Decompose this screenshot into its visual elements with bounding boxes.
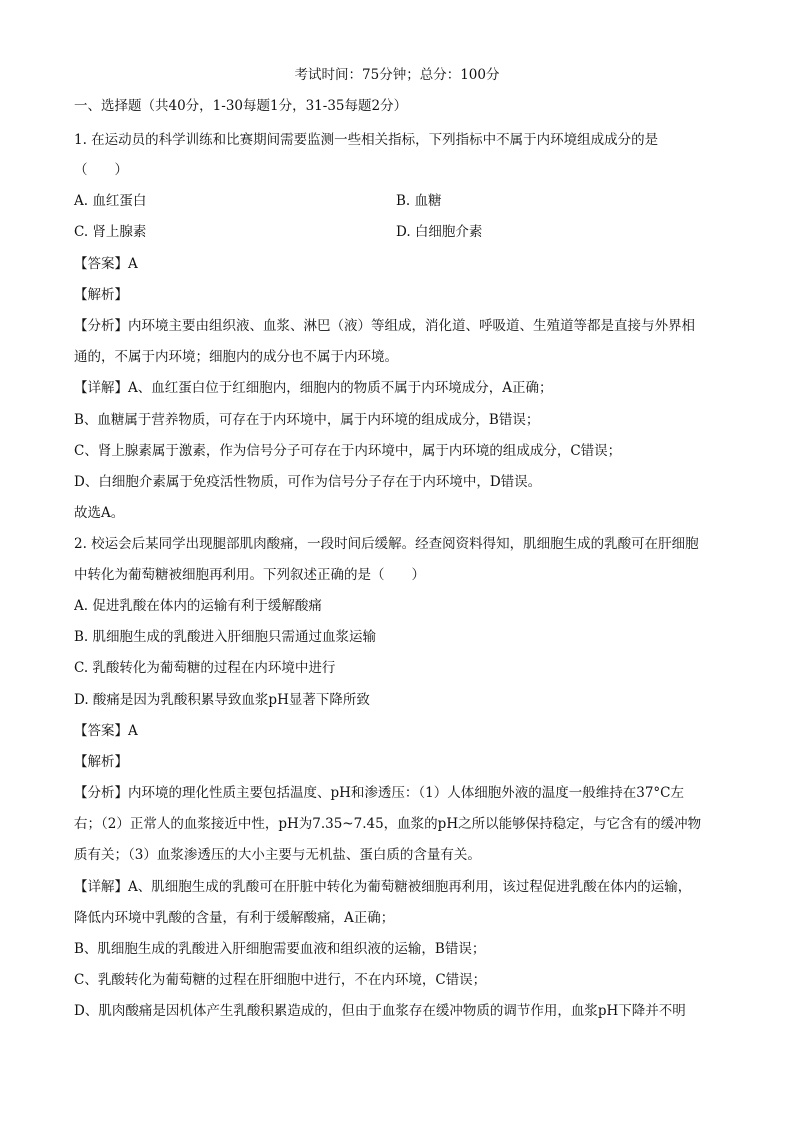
q2-option-c: C. 乳酸转化为葡萄糖的过程在内环境中进行 [74, 660, 336, 676]
q2-option-d: D. 酸痛是因为乳酸积累导致血浆pH显著下降所致 [74, 692, 370, 708]
q1-detail-line: C、肾上腺素属于激素，作为信号分子可存在于内环境中，属于内环境的组成成分，C错误； [74, 443, 622, 459]
q2-option-a: A. 促进乳酸在体内的运输有利于缓解酸痛 [74, 598, 322, 614]
q1-analysis-label: 【解析】 [74, 287, 128, 303]
section-title: 一、选择题（共40分，1-30每题1分，31-35每题2分） [74, 98, 408, 114]
q1-analysis-line: 【分析】内环境主要由组织液、血浆、淋巴（液）等组成，消化道、呼吸道、生殖道等都是直接与外界相 [74, 318, 695, 334]
q2-answer: 【答案】A [74, 723, 138, 739]
q1-detail-line: B、血糖属于营养物质，可存在于内环境中，属于内环境的组成成分，B错误； [74, 412, 540, 428]
q1-conclusion: 故选A。 [74, 505, 125, 521]
q1-option-c: C. 肾上腺素 [74, 224, 147, 240]
q1-stem: 1. 在运动员的科学训练和比赛期间需要监测一些相关指标，下列指标中不属于内环境组成成分的是 [74, 132, 659, 148]
q1-answer: 【答案】A [74, 256, 138, 272]
q2-analysis-label: 【解析】 [74, 754, 128, 770]
q2-detail-line: 降低内环境中乳酸的含量，有利于缓解酸痛，A正确； [74, 910, 395, 926]
q2-stem-line: 中转化为葡萄糖被细胞再利用。下列叙述正确的是（ ） [74, 567, 425, 583]
q1-detail-line: D、白细胞介素属于免疫活性物质，可作为信号分子存在于内环境中，D错误。 [74, 474, 542, 490]
q2-detail-line: B、肌细胞生成的乳酸进入肝细胞需要血液和组织液的运输，B错误； [74, 941, 486, 957]
q1-option-d: D. 白细胞介素 [396, 224, 483, 240]
q2-stem-line: 2. 校运会后某同学出现腿部肌肉酸痛，一段时间后缓解。经查阅资料得知，肌细胞生成的乳酸可在肝细胞 [74, 536, 699, 552]
q1-bracket: （ ） [74, 162, 128, 178]
q2-detail-line: 【详解】A、肌细胞生成的乳酸可在肝脏中转化为葡萄糖被细胞再利用，该过程促进乳酸在体内的运输， [74, 879, 692, 895]
q1-option-a: A. 血红蛋白 [74, 193, 147, 209]
q2-option-b: B. 肌细胞生成的乳酸进入肝细胞只需通过血浆运输 [74, 629, 377, 645]
q1-option-b: B. 血糖 [396, 193, 442, 209]
q2-analysis-line: 【分析】内环境的理化性质主要包括温度、pH和渗透压：（1）人体细胞外液的温度一般维持在37°C左 [74, 785, 685, 801]
q2-analysis-line: 质有关；（3）血浆渗透压的大小主要与无机盐、蛋白质的含量有关。 [74, 847, 481, 863]
q2-analysis-line: 右；（2）正常人的血浆接近中性，pH为7.35~7.45，血浆的pH之所以能够保持稳定，与它含有的缓冲物 [74, 816, 702, 832]
exam-header: 考试时间：75分钟；总分：100分 [294, 67, 500, 83]
q1-analysis-line: 通的，不属于内环境；细胞内的成分也不属于内环境。 [74, 349, 398, 365]
q1-detail-line: 【详解】A、血红蛋白位于红细胞内，细胞内的物质不属于内环境成分，A正确； [74, 380, 553, 396]
q2-detail-line: D、肌肉酸痛是因机体产生乳酸积累造成的，但由于血浆存在缓冲物质的调节作用，血浆pH下降并不明 [74, 1003, 686, 1019]
q2-detail-line: C、乳酸转化为葡萄糖的过程在肝细胞中进行，不在内环境，C错误； [74, 972, 487, 988]
